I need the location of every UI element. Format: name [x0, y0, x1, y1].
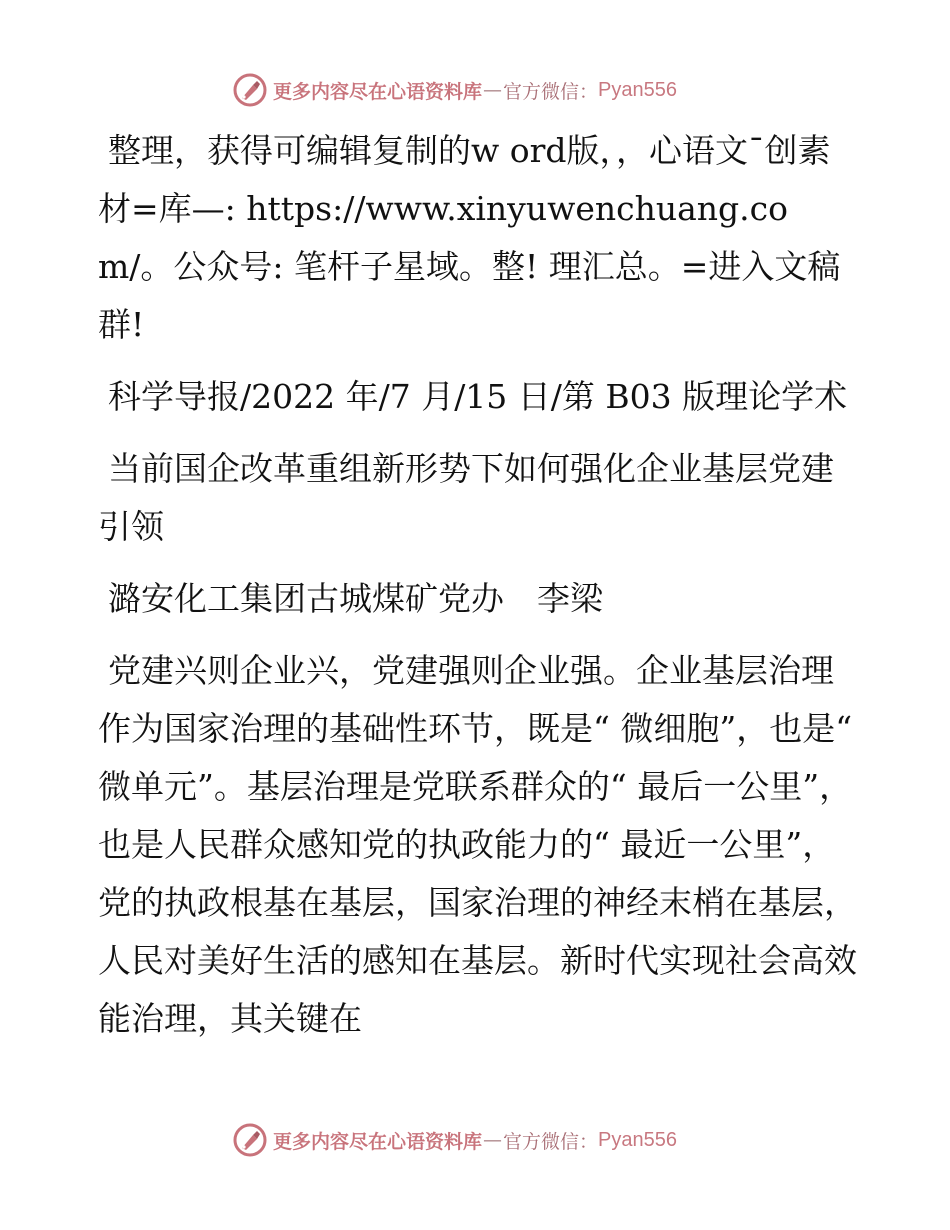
body-paragraph: 党建兴则企业兴，党建强则企业强。企业基层治理作为国家治理的基础性环节，既是“ 微细胞”，也是“ 微单元”。基层治理是党联系群众的“ 最后一公里”，也是人民群众感知党的执政能力的“ 最近一公里”，党的执政根基在基层，国家治理的神经末梢在基层，人民对美好生活的感知在基层。新时代实现社会高效能治理，其关键在	[98, 651, 863, 1038]
watermark-separator: —	[483, 1129, 503, 1151]
author-line: 潞安化工集团古城煤矿党办 李梁	[108, 579, 603, 618]
watermark-slogan: 更多内容尽在心语资料库	[273, 1130, 483, 1153]
watermark-wechat-label: 官方微信：	[503, 80, 599, 103]
document-body	[98, 122, 863, 1048]
watermark-wechat-id: Pyan556	[598, 78, 677, 101]
intro-paragraph: 整理，获得可编辑复制的w ord版，，心语文¯创素材=库—: https://www.xinyuwenchuang.com/。公众号: 笔杆子星域。整! 理汇总。=进入文稿群!	[98, 131, 841, 344]
watermark-slogan: 更多内容尽在心语资料库	[273, 80, 483, 103]
pen-logo-icon	[233, 73, 267, 107]
header-watermark	[233, 70, 713, 110]
source-line: 科学导报/2022 年/7 月/15 日/第 B03 版理论学术	[108, 377, 848, 416]
watermark-separator: —	[483, 79, 503, 101]
watermark-wechat-id: Pyan556	[598, 1128, 677, 1151]
pen-logo-icon	[233, 1123, 267, 1157]
watermark-wechat-label: 官方微信：	[503, 1130, 599, 1153]
article-title: 当前国企改革重组新形势下如何强化企业基层党建引领	[98, 449, 834, 546]
footer-watermark	[233, 1120, 713, 1160]
